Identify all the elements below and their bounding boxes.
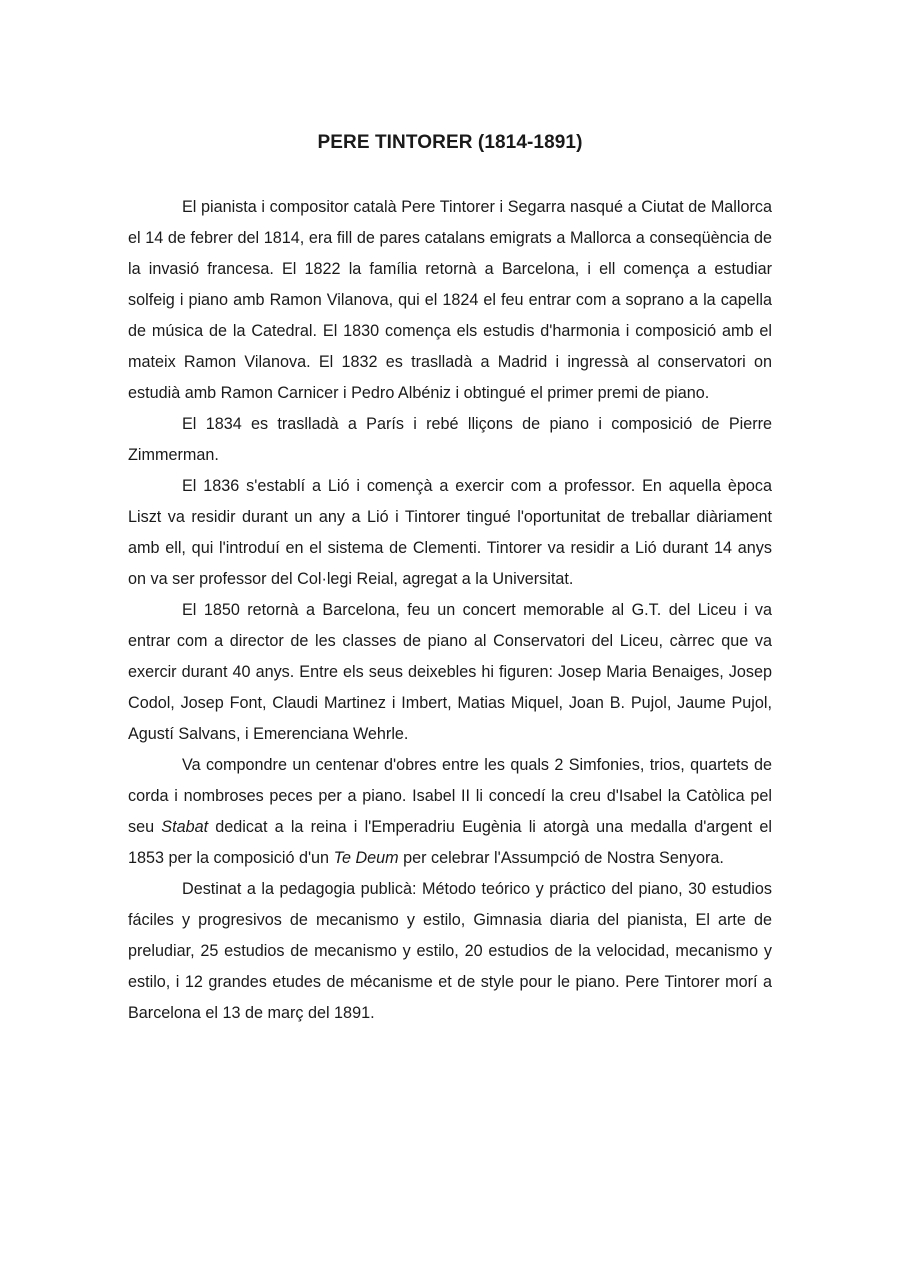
page-title: PERE TINTORER (1814-1891) bbox=[317, 132, 583, 153]
paragraph-barcelona-return: El 1850 retornà a Barcelona, feu un concert memorable al G.T. del Liceu i va entrar com a director de les classes de piano al Conservatori del Liceu, càrrec que va exercir durant 40 anys. Entre els seus deixebles hi figuren: Josep Maria Benaiges, Josep Codol, Josep Font, Claudi Martinez i Imbert, Matias Miquel, Joan B. Pujol, Jaume Pujol, Agustí Salvans, i Emerenciana Wehrle. bbox=[128, 601, 772, 743]
paragraph-early-life: El pianista i compositor català Pere Tintorer i Segarra nasqué a Ciutat de Mallorca el 14 de febrer del 1814, era fill de pares catalans emigrats a Mallorca a conseqüència de la invasió francesa. El 1822 la família retornà a Barcelona, i ell començа a estudiar solfeig i piano amb Ramon Vilanova, qui el 1824 el feu entrar com a soprano a la capella de música de la Catedral. El 1830 començа els estudis d'harmonia i composició amb el mateix Ramon Vilanova. El 1832 es traslladà a Madrid i ingressà al conservatori on estudià amb Ramon Carnicer i Pedro Albéniz i obtingué el primer premi de piano. bbox=[128, 198, 772, 402]
works-text-2: dedicat a la reina i l'Emperadriu Eugènia li atorgà una medalla d'argent el 1853 per la composició d'un bbox=[128, 818, 772, 867]
paragraph-works bbox=[128, 750, 772, 874]
works-text-1: Va compondre un centenar d'obres entre les quals 2 Simfonies, trios, quartets de corda i nombroses peces per a piano. Isabel II li concedí la creu d'Isabel la Catòlica pel seu bbox=[128, 756, 772, 836]
works-text-3: per celebrar l'Assumpció de Nostra Senyora. bbox=[398, 849, 724, 867]
work-title-stabat: Stabat bbox=[161, 818, 209, 836]
paragraph-paris: El 1834 es traslladà a París i rebé lliçons de piano i composició de Pierre Zimmerman. bbox=[128, 415, 772, 464]
work-title-te-deum: Te Deum bbox=[333, 849, 399, 867]
paragraph-pedagogy: Destinat a la pedagogia publicà: Método teórico y práctico del piano, 30 estudios fáciles y progresivos de mecanismo y estilo, Gimnasia diaria del pianista, El arte de preludiar, 25 estudios de mecanismo y estilo, 20 estudios de la velocidad, mecanismo y estilo, i 12 grandes etudes de mécanisme et de style pour le piano. Pere Tintorer morí a Barcelona el 13 de març del 1891. bbox=[128, 880, 772, 1022]
paragraph-lyon: El 1836 s'establí a Lió i començà a exercir com a professor. En aquella època Liszt va residir durant un any a Lió i Tintorer tingué l'oportunitat de treballar diàriament amb ell, qui l'introduí en el sistema de Clementi. Tintorer va residir a Lió durant 14 anys on va ser professor del Col·legi Reial, agregat a la Universitat. bbox=[128, 477, 772, 588]
document-body bbox=[128, 192, 772, 1029]
